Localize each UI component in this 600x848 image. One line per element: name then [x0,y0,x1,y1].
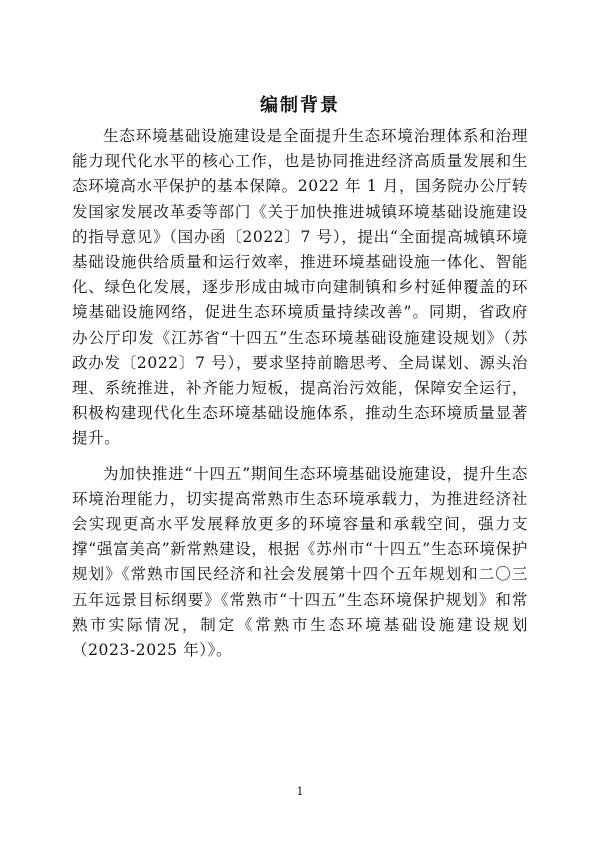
body-text [72,124,528,663]
paragraph-background: 生态环境基础设施建设是全面提升生态环境治理体系和治理能力现代化水平的核心工作，也是协同推进经济高质量发展和生态环境高水平保护的基本保障。2022 年 1 月，国务院办公厅转发国家发展改革委等部门《关于加快推进城镇环境基础设施建设的指导意见》（国办函〔2022〕7 号），提出“全面提高城镇环境基础设施供给质量和运行效率，推进环境基础设施一体化、智能化、绿色化发展，逐步形成由城市向建制镇和乡村延伸覆盖的环境基础设施网络，促进生态环境质量持续改善”。同期，省政府办公厅印发《江苏省“十四五”生态环境基础设施建设规划》（苏政办发〔2022〕7 号），要求坚持前瞻思考、全局谋划、源头治理、系统推进，补齐能力短板，提高治污效能，保障安全运行，积极构建现代化生态环境基础设施体系，推动生态环境质量显著提升。 [72,127,528,448]
paragraph-purpose: 为加快推进“十四五”期间生态环境基础设施建设，提升生态环境治理能力，切实提高常熟市生态环境承载力，为推进经济社会实现更高水平发展释放更多的环境容量和承载空间，强力支撑“强富美高”新常熟建设，根据《苏州市“十四五”生态环境保护规划》《常熟市国民经济和社会发展第十四个五年规划和二〇三五年远景目标纲要》《常熟市“十四五”生态环境保护规划》和常熟市实际情况，制定《常熟市生态环境基础设施建设规划（2023-2025 年）》。 [72,464,528,660]
page-title: 编制背景 [260,95,340,116]
page-number: 1 [296,785,304,798]
